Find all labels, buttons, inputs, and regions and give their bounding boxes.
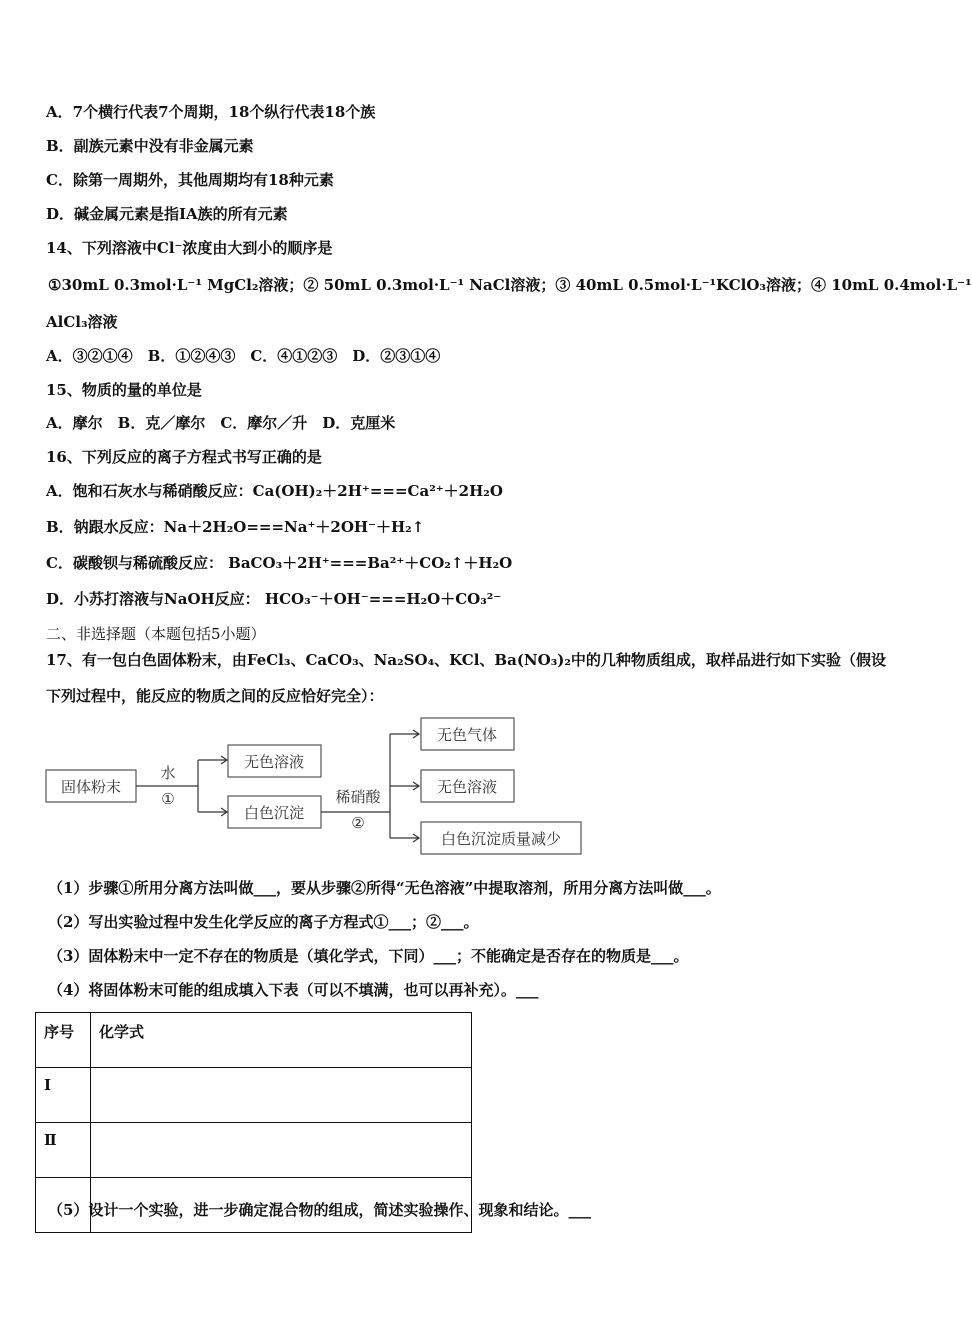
step1-label: 水 bbox=[160, 764, 176, 782]
box-start-text: 固体粉末 bbox=[60, 778, 122, 796]
box-colorless-gas-text: 无色气体 bbox=[436, 726, 498, 744]
box-colorless-solution-1-text: 无色溶液 bbox=[243, 753, 305, 771]
q14-stem: 14、下列溶液中Cl⁻浓度由大到小的顺序是 bbox=[46, 239, 333, 257]
box-colorless-solution-2-text: 无色溶液 bbox=[436, 778, 498, 796]
q13-option-a: A．7个横行代表7个周期，18个纵行代表18个族 bbox=[46, 103, 376, 121]
table-header-row bbox=[36, 1013, 472, 1068]
box-white-precipitate-text: 白色沉淀 bbox=[243, 804, 305, 822]
step2-label: 稀硝酸 bbox=[335, 788, 381, 806]
q14-solution-4: ④ 10mL 0.4mol·L⁻¹ bbox=[810, 276, 972, 294]
section-heading: 二、非选择题（本题包括5小题） bbox=[46, 625, 266, 643]
table-row bbox=[36, 1068, 472, 1123]
q13-option-c: C．除第一周期外，其他周期均有18种元素 bbox=[46, 171, 334, 189]
box-precipitate-decrease-text: 白色沉淀质量减少 bbox=[440, 830, 562, 848]
table-cell-index: Ⅱ bbox=[36, 1123, 91, 1178]
table-cell-formula[interactable] bbox=[91, 1068, 472, 1123]
table-header-index: 序号 bbox=[36, 1013, 91, 1068]
q16-option-a: A．饱和石灰水与稀硝酸反应：Ca(OH)₂＋2H⁺===Ca²⁺＋2H₂O bbox=[46, 482, 503, 500]
q16-stem: 16、下列反应的离子方程式书写正确的是 bbox=[46, 448, 322, 466]
q17-part3: （3）固体粉末中一定不存在的物质是（填化学式，下同）___；不能确定是否存在的物质是___。 bbox=[48, 947, 689, 965]
q16-option-b: B．钠跟水反应：Na＋2H₂O===Na⁺＋2OH⁻＋H₂↑ bbox=[46, 518, 425, 536]
q14-solution-2: ② 50mL 0.3mol·L⁻¹ NaCl溶液； bbox=[303, 276, 556, 294]
q15-stem: 15、物质的量的单位是 bbox=[46, 381, 202, 399]
table-row bbox=[36, 1123, 472, 1178]
step1-number: ① bbox=[161, 790, 175, 808]
table-cell-formula[interactable] bbox=[91, 1123, 472, 1178]
table-cell-index: Ⅰ bbox=[36, 1068, 91, 1123]
q14-options: A．③②①④ B．①②④③ C．④①②③ D．②③①④ bbox=[46, 347, 441, 365]
step2-number: ② bbox=[351, 814, 365, 832]
q17-part4: （4）将固体粉末可能的组成填入下表（可以不填满，也可以再补充）。___ bbox=[48, 981, 539, 999]
q14-solution-4-cont: AlCl₃溶液 bbox=[46, 313, 118, 331]
q16-option-c: C．碳酸钡与稀硫酸反应： BaCO₃＋2H⁺===Ba²⁺＋CO₂↑＋H₂O bbox=[46, 554, 513, 572]
q14-solution-1: ①30mL 0.3mol·L⁻¹ MgCl₂溶液； bbox=[48, 276, 304, 294]
q17-part5: （5）设计一个实验，进一步确定混合物的组成，简述实验操作、现象和结论。___ bbox=[48, 1201, 591, 1219]
q16-option-d: D．小苏打溶液与NaOH反应： HCO₃⁻＋OH⁻===H₂O＋CO₃²⁻ bbox=[46, 590, 502, 608]
q15-options: A．摩尔 B．克／摩尔 C．摩尔／升 D．克厘米 bbox=[46, 414, 396, 432]
table-header-formula: 化学式 bbox=[91, 1013, 472, 1068]
q17-stem-line2: 下列过程中，能反应的物质之间的反应恰好完全）： bbox=[46, 687, 384, 705]
experiment-flowchart bbox=[40, 712, 600, 862]
q17-part2: （2）写出实验过程中发生化学反应的离子方程式①___；②___。 bbox=[48, 913, 479, 931]
q14-solution-3: ③ 40mL 0.5mol·L⁻¹KClO₃溶液； bbox=[555, 276, 811, 294]
q13-option-d: D．碱金属元素是指ⅠA族的所有元素 bbox=[46, 205, 288, 223]
q14-solutions bbox=[48, 275, 972, 295]
q17-part1: （1）步骤①所用分离方法叫做___，要从步骤②所得“无色溶液”中提取溶剂，所用分离方法叫做___。 bbox=[48, 879, 721, 897]
q13-option-b: B．副族元素中没有非金属元素 bbox=[46, 137, 254, 155]
q17-stem-line1: 17、有一包白色固体粉末，由FeCl₃、CaCO₃、Na₂SO₄、KCl、Ba(NO₃)₂中的几种物质组成，取样品进行如下实验（假设 bbox=[46, 651, 886, 669]
